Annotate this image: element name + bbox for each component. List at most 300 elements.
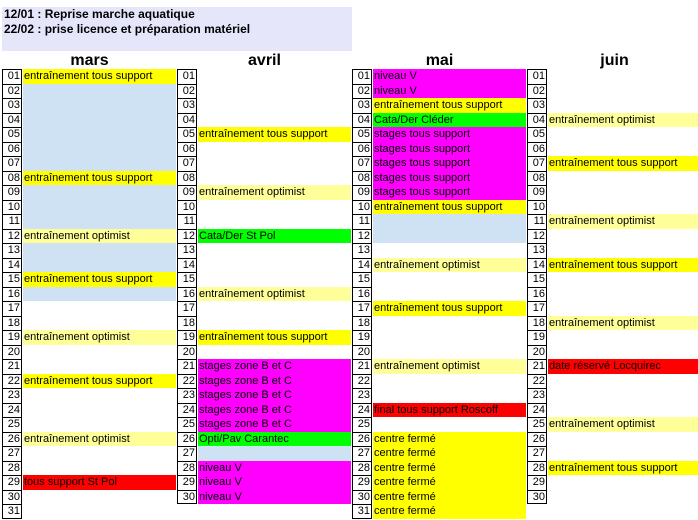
day-number: 05 [2, 127, 22, 142]
day-row [2, 243, 177, 258]
day-event: centre fermé [373, 461, 526, 476]
day-event [23, 446, 176, 461]
day-event [23, 504, 176, 519]
day-number: 18 [2, 316, 22, 331]
day-number: 19 [177, 330, 197, 345]
day-row [177, 272, 352, 287]
day-event: stages zone B et C [198, 374, 351, 389]
day-number: 08 [527, 171, 547, 186]
day-event [548, 301, 698, 316]
day-row [352, 388, 527, 403]
day-number: 26 [352, 432, 372, 447]
day-event: centre fermé [373, 446, 526, 461]
day-event: entraînement optimist [548, 214, 698, 229]
day-event: entraînement optimist [23, 229, 176, 244]
day-number: 13 [352, 243, 372, 258]
day-row [177, 388, 352, 403]
day-number: 07 [352, 156, 372, 171]
day-event [23, 301, 176, 316]
day-number: 21 [2, 359, 22, 374]
day-event [198, 446, 351, 461]
day-number: 23 [2, 388, 22, 403]
day-number: 17 [352, 301, 372, 316]
day-row [527, 330, 698, 345]
day-row [352, 461, 527, 476]
day-row [527, 446, 698, 461]
day-row [177, 330, 352, 345]
day-number: 27 [352, 446, 372, 461]
month-column-avril [177, 52, 352, 504]
day-row [177, 171, 352, 186]
day-row [352, 490, 527, 505]
day-row [527, 287, 698, 302]
day-row [177, 200, 352, 215]
day-row [2, 185, 177, 200]
day-row [177, 243, 352, 258]
day-row [352, 229, 527, 244]
day-number: 24 [352, 403, 372, 418]
day-event: final tous support Roscoff [373, 403, 526, 418]
day-row [527, 113, 698, 128]
day-number: 04 [2, 113, 22, 128]
day-event: entraînement optimist [548, 417, 698, 432]
day-number: 09 [177, 185, 197, 200]
day-number: 03 [527, 98, 547, 113]
day-event: entraînement optimist [23, 432, 176, 447]
day-number: 23 [177, 388, 197, 403]
day-row [2, 446, 177, 461]
day-row [177, 142, 352, 157]
day-number: 12 [352, 229, 372, 244]
day-number: 30 [177, 490, 197, 505]
day-event [23, 417, 176, 432]
day-event: entraînement tous support [373, 301, 526, 316]
day-row [352, 330, 527, 345]
day-event [373, 345, 526, 360]
day-event [23, 156, 176, 171]
day-event: centre fermé [373, 432, 526, 447]
day-number: 08 [352, 171, 372, 186]
day-event [198, 316, 351, 331]
day-number: 28 [177, 461, 197, 476]
day-row [177, 287, 352, 302]
day-number: 06 [527, 142, 547, 157]
day-number: 06 [177, 142, 197, 157]
day-number: 20 [2, 345, 22, 360]
day-row [177, 316, 352, 331]
day-row [527, 127, 698, 142]
day-number: 09 [527, 185, 547, 200]
day-row [527, 316, 698, 331]
day-row [2, 504, 177, 519]
day-event [23, 359, 176, 374]
day-number: 28 [2, 461, 22, 476]
day-event [198, 171, 351, 186]
day-number: 28 [352, 461, 372, 476]
day-row [2, 258, 177, 273]
day-number: 16 [177, 287, 197, 302]
day-row [527, 432, 698, 447]
day-number: 25 [2, 417, 22, 432]
day-number: 30 [352, 490, 372, 505]
day-event: Opti/Pav Carantec [198, 432, 351, 447]
day-row [527, 345, 698, 360]
day-number: 23 [352, 388, 372, 403]
day-event [548, 475, 698, 490]
day-event [23, 287, 176, 302]
day-event: Cata/Der St Pol [198, 229, 351, 244]
day-number: 14 [352, 258, 372, 273]
day-number: 12 [2, 229, 22, 244]
day-row [177, 127, 352, 142]
day-event: stages zone B et C [198, 388, 351, 403]
day-event [198, 84, 351, 99]
day-row [177, 446, 352, 461]
day-number: 21 [177, 359, 197, 374]
day-event [23, 84, 176, 99]
day-event [23, 243, 176, 258]
day-row [2, 475, 177, 490]
month-title: juin [600, 52, 629, 69]
day-event: centre fermé [373, 475, 526, 490]
day-number: 04 [352, 113, 372, 128]
day-row [527, 69, 698, 84]
day-number: 22 [2, 374, 22, 389]
day-row [2, 69, 177, 84]
day-number: 12 [527, 229, 547, 244]
day-event [548, 345, 698, 360]
day-row [352, 316, 527, 331]
day-event: entraînement tous support [548, 461, 698, 476]
day-row [2, 84, 177, 99]
day-row [177, 258, 352, 273]
day-event: entraînement optimist [548, 316, 698, 331]
day-number: 29 [2, 475, 22, 490]
day-event [198, 98, 351, 113]
day-number: 14 [2, 258, 22, 273]
day-number: 18 [352, 316, 372, 331]
day-number: 01 [2, 69, 22, 84]
day-row [177, 345, 352, 360]
day-event [23, 200, 176, 215]
day-row [177, 403, 352, 418]
day-number: 17 [177, 301, 197, 316]
day-row [352, 475, 527, 490]
note-line: 22/02 : prise licence et préparation matériel [4, 22, 251, 36]
day-number: 21 [352, 359, 372, 374]
day-row [2, 229, 177, 244]
day-number: 17 [2, 301, 22, 316]
day-row [2, 461, 177, 476]
day-number: 11 [352, 214, 372, 229]
day-number: 13 [177, 243, 197, 258]
day-row [527, 200, 698, 215]
day-number: 24 [2, 403, 22, 418]
day-number: 08 [2, 171, 22, 186]
day-number: 31 [2, 504, 22, 519]
day-number: 30 [2, 490, 22, 505]
day-row [2, 113, 177, 128]
day-number: 02 [527, 84, 547, 99]
day-event: stages zone B et C [198, 417, 351, 432]
day-row [352, 345, 527, 360]
day-event: centre fermé [373, 490, 526, 505]
day-number: 10 [352, 200, 372, 215]
day-number: 20 [352, 345, 372, 360]
day-event [23, 127, 176, 142]
day-event: entraînement optimist [198, 287, 351, 302]
day-number: 29 [352, 475, 372, 490]
day-row [177, 490, 352, 505]
day-row [352, 84, 527, 99]
day-number: 11 [527, 214, 547, 229]
day-number: 15 [177, 272, 197, 287]
day-event [198, 345, 351, 360]
day-event: niveau V [373, 69, 526, 84]
day-row [2, 490, 177, 505]
day-number: 29 [527, 475, 547, 490]
day-event [548, 446, 698, 461]
day-number: 11 [2, 214, 22, 229]
day-row [352, 403, 527, 418]
day-row [2, 272, 177, 287]
day-row [527, 388, 698, 403]
day-event [198, 113, 351, 128]
day-number: 03 [177, 98, 197, 113]
day-event: entraînement tous support [548, 156, 698, 171]
day-event [548, 432, 698, 447]
day-row [527, 490, 698, 505]
day-row [177, 475, 352, 490]
day-row [352, 432, 527, 447]
day-event [23, 185, 176, 200]
day-number: 26 [527, 432, 547, 447]
day-number: 02 [2, 84, 22, 99]
day-row [352, 113, 527, 128]
day-number: 30 [527, 490, 547, 505]
day-number: 11 [177, 214, 197, 229]
day-event [373, 287, 526, 302]
day-row [352, 156, 527, 171]
day-number: 03 [352, 98, 372, 113]
day-number: 13 [2, 243, 22, 258]
day-event [373, 388, 526, 403]
day-event [548, 142, 698, 157]
day-row [177, 301, 352, 316]
day-event [548, 388, 698, 403]
day-row [352, 98, 527, 113]
day-number: 05 [527, 127, 547, 142]
day-number: 20 [527, 345, 547, 360]
day-event [548, 200, 698, 215]
day-event: stages tous support [373, 185, 526, 200]
day-event: stages zone B et C [198, 359, 351, 374]
day-event: niveau V [198, 475, 351, 490]
note-line: 12/01 : Reprise marche aquatique [4, 7, 195, 21]
day-number: 15 [352, 272, 372, 287]
day-event [548, 98, 698, 113]
day-row [177, 359, 352, 374]
day-event: date réservé Locquirec [548, 359, 698, 374]
day-row [527, 258, 698, 273]
day-event [198, 156, 351, 171]
day-event: entraînement tous support [23, 374, 176, 389]
day-row [352, 142, 527, 157]
day-row [527, 301, 698, 316]
day-event [373, 272, 526, 287]
day-event [373, 374, 526, 389]
day-number: 26 [177, 432, 197, 447]
day-event [548, 287, 698, 302]
day-event [198, 142, 351, 157]
day-row [352, 243, 527, 258]
day-number: 08 [177, 171, 197, 186]
day-number: 16 [352, 287, 372, 302]
day-number: 12 [177, 229, 197, 244]
day-number: 18 [177, 316, 197, 331]
day-number: 04 [177, 113, 197, 128]
month-title: avril [248, 52, 281, 69]
day-row [352, 287, 527, 302]
day-row [527, 142, 698, 157]
day-event [198, 258, 351, 273]
day-event [548, 127, 698, 142]
day-row [352, 446, 527, 461]
month-column-juin [527, 52, 698, 504]
day-event: stages tous support [373, 171, 526, 186]
day-row [177, 98, 352, 113]
day-number: 13 [527, 243, 547, 258]
day-row [2, 345, 177, 360]
day-event [548, 171, 698, 186]
day-event: centre fermé [373, 504, 526, 519]
day-number: 16 [527, 287, 547, 302]
day-number: 26 [2, 432, 22, 447]
day-number: 10 [177, 200, 197, 215]
day-number: 24 [177, 403, 197, 418]
day-row [2, 403, 177, 418]
day-event [23, 316, 176, 331]
day-event: niveau V [198, 490, 351, 505]
day-event [548, 84, 698, 99]
day-event: stages tous support [373, 127, 526, 142]
day-event [23, 403, 176, 418]
day-row [2, 417, 177, 432]
day-row [2, 142, 177, 157]
day-number: 15 [2, 272, 22, 287]
day-number: 01 [177, 69, 197, 84]
month-column-mars [2, 52, 177, 519]
day-row [177, 374, 352, 389]
day-row [2, 171, 177, 186]
day-row [527, 84, 698, 99]
day-event [373, 330, 526, 345]
day-row [527, 229, 698, 244]
month-title: mars [70, 52, 109, 69]
day-number: 07 [527, 156, 547, 171]
day-row [352, 185, 527, 200]
day-row [527, 98, 698, 113]
day-event [23, 388, 176, 403]
day-row [2, 214, 177, 229]
day-number: 07 [177, 156, 197, 171]
day-number: 06 [352, 142, 372, 157]
day-row [352, 301, 527, 316]
day-event: entraînement optimist [373, 359, 526, 374]
day-row [177, 84, 352, 99]
day-event [548, 185, 698, 200]
day-number: 25 [177, 417, 197, 432]
day-row [352, 272, 527, 287]
day-number: 24 [527, 403, 547, 418]
day-event: Cata/Der Cléder [373, 113, 526, 128]
day-number: 09 [2, 185, 22, 200]
day-event [548, 272, 698, 287]
day-event: entraînement tous support [373, 200, 526, 215]
day-number: 25 [352, 417, 372, 432]
day-row [527, 185, 698, 200]
day-row [177, 432, 352, 447]
day-row [352, 69, 527, 84]
day-number: 29 [177, 475, 197, 490]
day-row [527, 171, 698, 186]
day-number: 06 [2, 142, 22, 157]
day-row [527, 359, 698, 374]
day-row [177, 156, 352, 171]
day-event [548, 229, 698, 244]
day-row [2, 200, 177, 215]
day-number: 28 [527, 461, 547, 476]
day-row [352, 171, 527, 186]
day-event: entraînement tous support [23, 171, 176, 186]
day-event [23, 142, 176, 157]
day-event [373, 417, 526, 432]
day-number: 02 [352, 84, 372, 99]
day-number: 05 [352, 127, 372, 142]
day-event: entraînement tous support [198, 127, 351, 142]
day-number: 22 [352, 374, 372, 389]
day-event: stages zone B et C [198, 403, 351, 418]
day-number: 01 [527, 69, 547, 84]
day-row [2, 374, 177, 389]
day-event [198, 243, 351, 258]
day-number: 18 [527, 316, 547, 331]
day-event [23, 461, 176, 476]
day-number: 04 [527, 113, 547, 128]
day-event [23, 214, 176, 229]
day-event [548, 69, 698, 84]
day-row [2, 287, 177, 302]
day-event: entraînement tous support [373, 98, 526, 113]
day-number: 20 [177, 345, 197, 360]
day-number: 19 [2, 330, 22, 345]
day-row [527, 417, 698, 432]
day-number: 19 [352, 330, 372, 345]
day-row [2, 388, 177, 403]
day-event [548, 330, 698, 345]
day-number: 22 [527, 374, 547, 389]
day-number: 10 [2, 200, 22, 215]
day-number: 23 [527, 388, 547, 403]
day-event [373, 243, 526, 258]
day-event [373, 229, 526, 244]
day-number: 17 [527, 301, 547, 316]
day-number: 21 [527, 359, 547, 374]
day-event: entraînement tous support [198, 330, 351, 345]
day-event [23, 490, 176, 505]
day-event [548, 374, 698, 389]
day-event: niveau V [373, 84, 526, 99]
